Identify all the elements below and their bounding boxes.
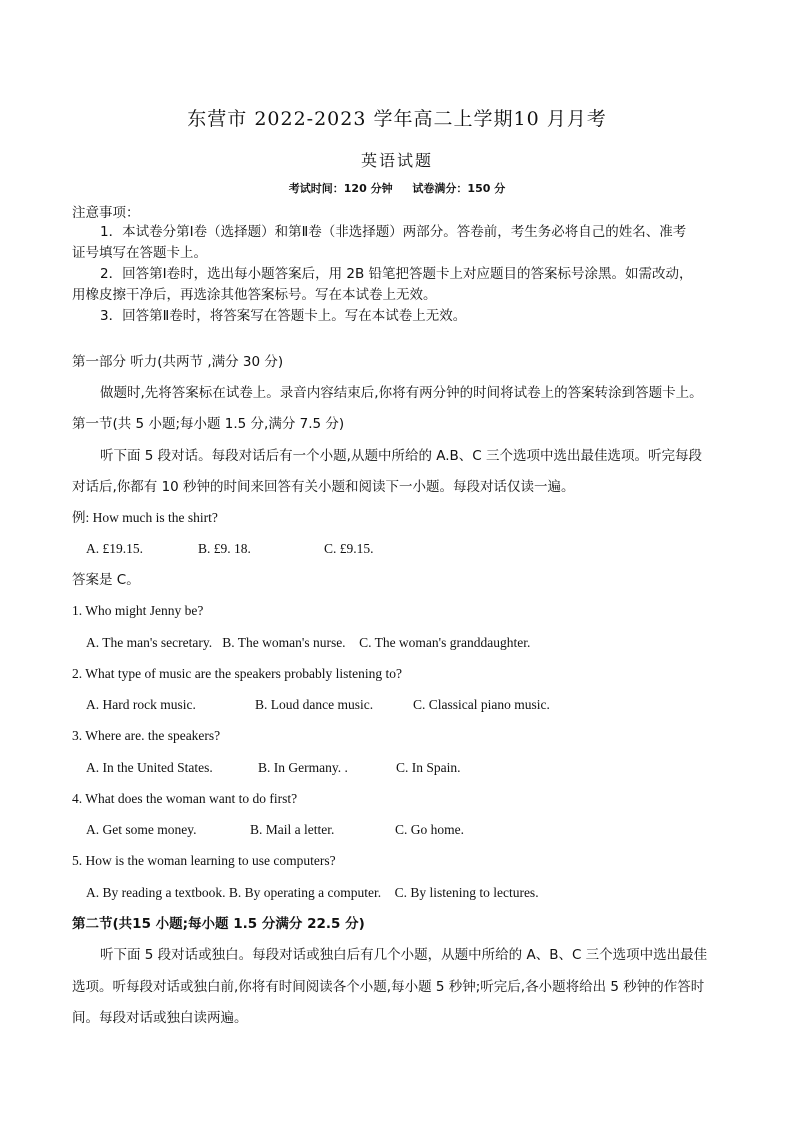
notice-item-1-line-1: 1．本试卷分第Ⅰ卷（选择题）和第Ⅱ卷（非选择题）两部分。答卷前，考生务必将自己的姓名、准考 (100, 224, 687, 240)
notice-item-1-line-2: 证号填写在答题卡上。 (72, 245, 207, 261)
example-question: 例: How much is the shirt? (72, 510, 218, 525)
exam-subtitle: 英语试题 (360, 151, 433, 170)
question-3-option-a: A. In the United States. (86, 760, 213, 775)
question-2-options (86, 695, 746, 715)
question-2-option-c: C. Classical piano music. (413, 697, 550, 712)
full-score: 试卷满分：150 分 (412, 182, 506, 195)
question-1-option-c: C. The woman's granddaughter. (359, 635, 531, 650)
notice-item-2-line-2: 用橡皮擦干净后，再选涂其他答案标号。写在本试卷上无效。 (72, 287, 437, 303)
section1-instruction-line-2: 对话后,你都有 10 秒钟的时间来回答有关小题和阅读下一小题。每段对话仅读一遍。 (72, 479, 575, 495)
section2-instruction-line-2: 选项。听每段对话或独白前,你将有时间阅读各个小题,每小题 5 秒钟;听完后,各小题将给出 5 秒钟的作答时 (72, 979, 705, 995)
question-5: 5. How is the woman learning to use computers? (72, 853, 336, 868)
section2-instruction-line-1: 听下面 5 段对话或独白。每段对话或独白后有几个小题，从题中所给的 A、B、C 三个选项中选出最佳 (100, 947, 708, 963)
section2-heading: 第二节(共15 小题;每小题 1.5 分满分 22.5 分) (72, 916, 365, 932)
question-4-option-b: B. Mail a letter. (250, 822, 335, 837)
notice-item-3: 3．回答第Ⅱ卷时，将答案写在答题卡上。写在本试卷上无效。 (100, 308, 467, 324)
question-2: 2. What type of music are the speakers probably listening to? (72, 666, 403, 681)
section2-instruction-line-3: 间。每段对话或独白读两遍。 (72, 1010, 248, 1026)
example-options (86, 539, 746, 559)
part1-instruction: 做题时,先将答案标在试卷上。录音内容结束后,你将有两分钟的时间将试卷上的答案转涂到答题卡上。 (100, 385, 703, 401)
question-3-option-b: B. In Germany. . (258, 760, 348, 775)
example-option-b: B. £9. 18. (198, 541, 251, 556)
section1-instruction-line-1: 听下面 5 段对话。每段对话后有一个小题,从题中所给的 A.B、C 三个选项中选出最佳选项。听完每段 (100, 448, 703, 464)
question-4-option-a: A. Get some money. (86, 822, 197, 837)
question-5-options (86, 883, 746, 903)
notice-item-2-line-1: 2．回答第Ⅰ卷时，选出每小题答案后，用 2B 铅笔把答题卡上对应题目的答案标号涂黑。如需改动， (100, 266, 693, 282)
notice-heading: 注意事项： (72, 205, 140, 221)
exam-time: 考试时间：120 分钟 (288, 182, 393, 195)
question-1-options (86, 633, 746, 653)
question-4-options (86, 820, 746, 840)
question-4: 4. What does the woman want to do first? (72, 791, 298, 806)
question-3-options (86, 758, 746, 778)
section1-heading: 第一节(共 5 小题;每小题 1.5 分,满分 7.5 分) (72, 416, 345, 432)
example-option-c: C. £9.15. (324, 541, 374, 556)
part1-heading: 第一部分 听力(共两节 ,满分 30 分) (72, 354, 284, 370)
question-1-option-a: A. The man's secretary. (86, 635, 213, 650)
example-answer: 答案是 C。 (72, 572, 140, 588)
question-4-option-c: C. Go home. (395, 822, 464, 837)
question-5-option-c: C. By listening to lectures. (394, 885, 539, 900)
question-1: 1. Who might Jenny be? (72, 603, 204, 618)
exam-meta (0, 180, 794, 196)
question-1-option-b: B. The woman's nurse. (222, 635, 346, 650)
question-3: 3. Where are. the speakers? (72, 728, 221, 743)
question-2-option-b: B. Loud dance music. (255, 697, 374, 712)
example-option-a: A. £19.15. (86, 541, 143, 556)
question-2-option-a: A. Hard rock music. (86, 697, 196, 712)
question-5-option-b: B. By operating a computer. (228, 885, 382, 900)
question-3-option-c: C. In Spain. (396, 760, 461, 775)
exam-title: 东营市 2022-2023 学年高二上学期10 月月考 (187, 108, 607, 130)
question-5-option-a: A. By reading a textbook. (86, 885, 226, 900)
